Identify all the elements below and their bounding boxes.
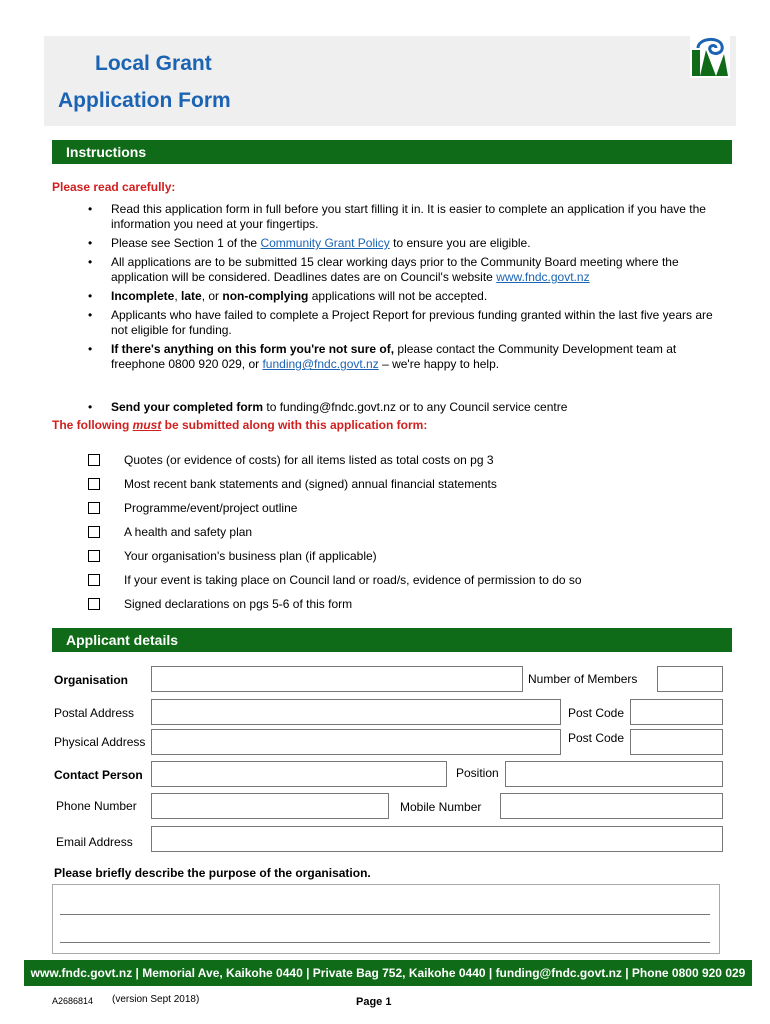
postal-address-field[interactable] (151, 699, 561, 725)
list-item (88, 289, 728, 304)
checkbox[interactable] (88, 502, 100, 514)
read-carefully-label: Please read carefully: (52, 180, 176, 194)
bullet-text: please contact the Community Development team at freephone 0800 920 029, or (111, 342, 677, 371)
checkbox[interactable] (88, 574, 100, 586)
footer-contact-bar: www.fndc.govt.nz | Memorial Ave, Kaikohe 0440 | Private Bag 752, Kaikohe 0440 | funding@fndc.govt.nz | Phone 0800 920 029 (24, 960, 752, 986)
checklist-item (88, 592, 582, 616)
organisation-label: Organisation (54, 673, 129, 687)
physical-postcode-field[interactable] (630, 729, 723, 755)
bullet-text: Incomplete (111, 289, 175, 303)
bullet-text: , or (201, 289, 223, 303)
members-field[interactable] (657, 666, 723, 692)
checklist-item (88, 520, 582, 544)
bullet-text: If there's anything on this form you're not sure of, (111, 342, 395, 356)
phone-number-label: Phone Number (56, 799, 137, 813)
position-label: Position (456, 766, 499, 780)
document-id: A2686814 (52, 996, 94, 1006)
bullet-text: Applicants who have failed to complete a Project Report for previous funding granted within the last five years are not eligible for funding. (111, 308, 713, 337)
bullet-text: Read this application form in full before you start filling it in. It is easier to complete an application if you have the information you need at your fingertips. (111, 202, 706, 231)
funding-email-link[interactable]: funding@fndc.govt.nz (262, 357, 379, 371)
checklist-label: Most recent bank statements and (signed) annual financial statements (124, 477, 497, 491)
checklist-label: Signed declarations on pgs 5-6 of this form (124, 597, 353, 611)
checklist-label: Programme/event/project outline (124, 501, 298, 515)
checklist-label: Quotes (or evidence of costs) for all items listed as total costs on pg 3 (124, 453, 494, 467)
physical-postcode-label: Post Code (568, 731, 625, 745)
physical-address-field[interactable] (151, 729, 561, 755)
checkbox[interactable] (88, 598, 100, 610)
checkbox[interactable] (88, 454, 100, 466)
postal-address-label: Postal Address (54, 706, 135, 720)
contact-person-field[interactable] (151, 761, 447, 787)
bullet-text: applications will not be accepted. (308, 289, 488, 303)
phone-number-field[interactable] (151, 793, 389, 819)
bullet-text: late (181, 289, 202, 303)
mobile-number-field[interactable] (500, 793, 723, 819)
checklist-item (88, 544, 582, 568)
email-address-field[interactable] (151, 826, 723, 852)
bullet-text: All applications are to be submitted 15 clear working days prior to the Community Board meeting where the application will be considered. Deadlines dates are on Council's website (111, 255, 679, 284)
form-title-line2: Application Form (58, 89, 231, 112)
list-item (88, 308, 728, 338)
postal-postcode-label: Post Code (568, 706, 625, 720)
bullet-text: non-complying (222, 289, 309, 303)
list-item (88, 236, 728, 251)
bullet-text: to ensure you are eligible. (389, 236, 531, 250)
list-item (88, 202, 728, 232)
bullet-text: to funding@fndc.govt.nz or to any Council service centre (263, 400, 568, 414)
version-text: (version Sept 2018) (112, 994, 200, 1005)
bullet-text: – we're happy to help. (378, 357, 500, 371)
bullet-text: , (174, 289, 182, 303)
checklist-item (88, 496, 582, 520)
organisation-field[interactable] (151, 666, 523, 692)
writing-line (60, 914, 710, 915)
checklist-label: Your organisation's business plan (if applicable) (124, 549, 377, 563)
postal-postcode-field[interactable] (630, 699, 723, 725)
mobile-number-label: Mobile Number (400, 800, 482, 814)
heading-text: be submitted along with this application form: (161, 418, 428, 432)
checklist-label: A health and safety plan (124, 525, 253, 539)
organisation-purpose-prompt: Please briefly describe the purpose of the organisation. (54, 866, 371, 880)
list-item (88, 342, 728, 372)
checklist-item (88, 472, 582, 496)
bullet-text: Please see Section 1 of the (111, 236, 261, 250)
email-address-label: Email Address (56, 835, 133, 849)
list-item (88, 255, 728, 285)
must-emphasis: must (132, 418, 162, 432)
checklist-item (88, 448, 582, 472)
council-logo-icon (690, 36, 730, 78)
community-grant-policy-link[interactable]: Community Grant Policy (260, 236, 390, 250)
form-title-line1: Local Grant (95, 52, 212, 75)
checklist-item (88, 568, 582, 592)
applicant-details-section-header: Applicant details (52, 628, 732, 652)
following-must-heading (52, 418, 427, 432)
writing-line (60, 942, 710, 943)
checklist-label: If your event is taking place on Council land or road/s, evidence of permission to do so (124, 573, 582, 587)
instructions-section-header: Instructions (52, 140, 732, 164)
heading-text: The following (52, 418, 133, 432)
members-label: Number of Members (528, 672, 638, 686)
page-number: Page 1 (356, 996, 392, 1008)
required-documents-checklist (88, 448, 582, 616)
bullet-text: Send your completed form (111, 400, 264, 414)
organisation-purpose-field[interactable] (52, 884, 720, 954)
contact-person-label: Contact Person (54, 768, 143, 782)
checkbox[interactable] (88, 526, 100, 538)
send-completed-form-text (88, 400, 567, 414)
checkbox[interactable] (88, 478, 100, 490)
physical-address-label: Physical Address (54, 735, 146, 749)
position-field[interactable] (505, 761, 723, 787)
checkbox[interactable] (88, 550, 100, 562)
instructions-list (88, 202, 728, 376)
website-link[interactable]: www.fndc.govt.nz (496, 270, 590, 284)
